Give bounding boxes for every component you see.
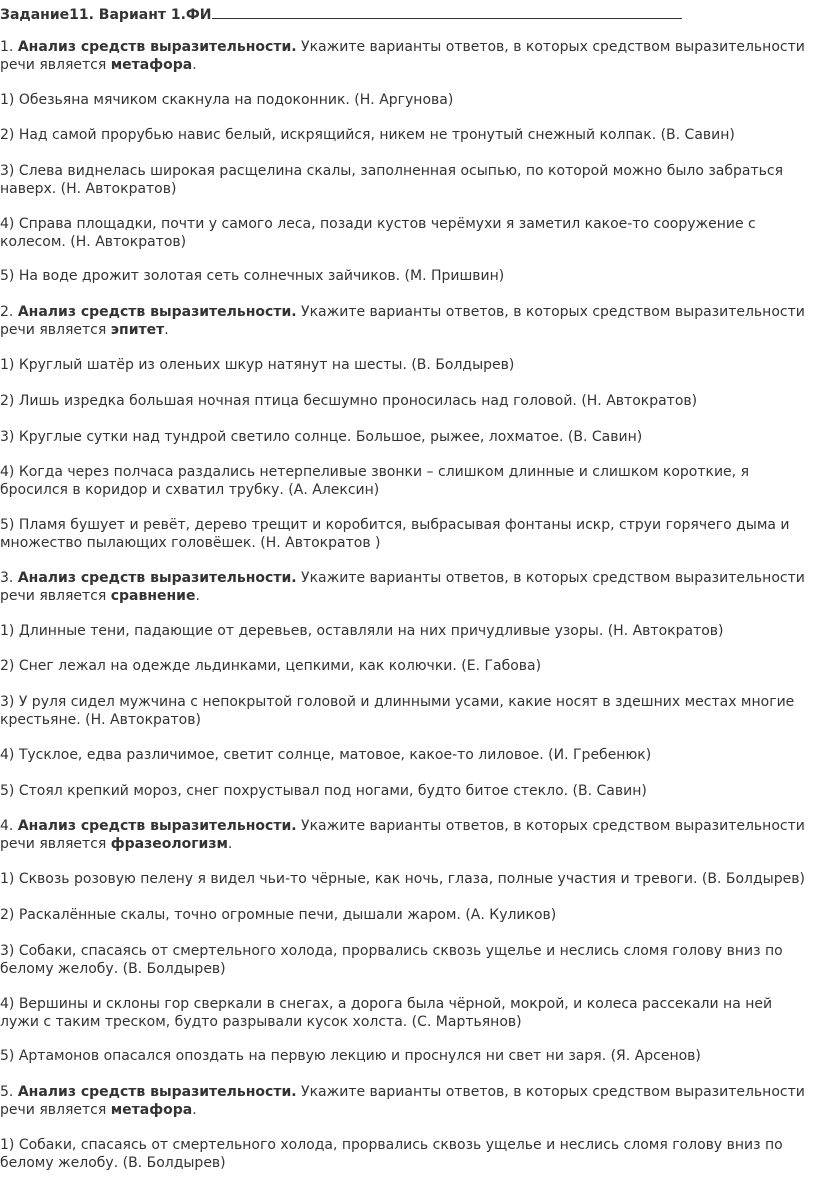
question-4-option-5: 5) Артамонов опасался опоздать на первую лекцию и проснулся ни свет ни заря. (Я. Арсенов) bbox=[0, 1048, 701, 1064]
question-5-option-1: 1) Собаки, спасаясь от смертельного холода, прорвались сквозь ущелье и неслись сломя голову вниз по белому желобу. (В. Болдырев) bbox=[0, 1137, 783, 1171]
question-1-option-1: 1) Обезьяна мячиком скакнула на подоконник. (Н. Аргунова) bbox=[0, 92, 454, 108]
question-term: метафора bbox=[110, 57, 193, 73]
title-text: Задание11. Вариант 1.ФИ bbox=[0, 7, 212, 23]
question-3-option-5: 5) Стоял крепкий мороз, снег похрустывал под ногами, будто битое стекло. (В. Савин) bbox=[0, 783, 647, 799]
question-prompt: Укажите варианты ответов, в которых средством выразительности речи является bbox=[0, 818, 805, 852]
question-prompt: Укажите варианты ответов, в которых средством выразительности речи является bbox=[0, 570, 805, 604]
question-2-option-2: 2) Лишь изредка большая ночная птица бесшумно проносилась над головой. (Н. Автократов) bbox=[0, 393, 698, 409]
question-2-option-3: 3) Круглые сутки над тундрой светило солнце. Большое, рыжее, лохматое. (В. Савин) bbox=[0, 429, 643, 445]
question-4-option-3: 3) Собаки, спасаясь от смертельного холода, прорвались сквозь ущелье и неслись сломя голову вниз по белому желобу. (В. Болдырев) bbox=[0, 943, 783, 977]
question-2-option-4: 4) Когда через полчаса раздались нетерпеливые звонки – слишком длинные и слишком короткие, я бросился в коридор и схватил трубку. (А. Алексин) bbox=[0, 464, 749, 498]
question-3-option-4: 4) Тусклое, едва различимое, светит солнце, матовое, какое-то лиловое. (И. Гребенюк) bbox=[0, 747, 652, 763]
question-heading: Анализ средств выразительности. bbox=[17, 1084, 297, 1100]
question-term: эпитет bbox=[110, 322, 165, 338]
question-heading: Анализ средств выразительности. bbox=[17, 818, 297, 834]
question-3-option-3: 3) У руля сидел мужчина с непокрытой головой и длинными усами, какие носят в здешних местах многие крестьяне. (Н. Автократов) bbox=[0, 694, 795, 728]
question-3-option-1: 1) Длинные тени, падающие от деревьев, оставляли на них причудливые узоры. (Н. Автократов) bbox=[0, 623, 724, 639]
question-prompt: Укажите варианты ответов, в которых средством выразительности речи является bbox=[0, 39, 805, 73]
name-blank-line bbox=[212, 4, 682, 19]
question-4-heading: 4. Анализ средств выразительности. Укажите варианты ответов, в которых средством выразительности речи является фразеологизм. bbox=[0, 818, 805, 852]
question-2-option-5: 5) Пламя бушует и ревёт, дерево трещит и коробится, выбрасывая фонтаны искр, струи горячего дыма и множество пылающих головёшек. (Н. Автократов ) bbox=[0, 517, 790, 551]
question-1-heading: 1. Анализ средств выразительности. Укажите варианты ответов, в которых средством выразительности речи является метафора. bbox=[0, 39, 805, 73]
question-number: 4. bbox=[0, 818, 14, 834]
question-term: сравнение bbox=[110, 588, 196, 604]
question-3-option-2: 2) Снег лежал на одежде льдинками, цепкими, как колючки. (Е. Габова) bbox=[0, 658, 542, 674]
question-1-option-2: 2) Над самой прорубью навис белый, искрящийся, никем не тронутый снежный колпак. (В. Савин) bbox=[0, 127, 735, 143]
question-5-heading: 5. Анализ средств выразительности. Укажите варианты ответов, в которых средством выразительности речи является метафора. bbox=[0, 1084, 805, 1118]
question-number: 1. bbox=[0, 39, 14, 55]
question-4-option-2: 2) Раскалённые скалы, точно огромные печи, дышали жаром. (А. Куликов) bbox=[0, 907, 557, 923]
question-1-option-3: 3) Слева виднелась широкая расщелина скалы, заполненная осыпью, по которой можно было забраться наверх. (Н. Автократов) bbox=[0, 163, 783, 197]
document-title bbox=[0, 4, 682, 24]
question-number: 3. bbox=[0, 570, 14, 586]
question-heading: Анализ средств выразительности. bbox=[17, 304, 297, 320]
question-1-option-5: 5) На воде дрожит золотая сеть солнечных зайчиков. (М. Пришвин) bbox=[0, 268, 505, 284]
question-heading: Анализ средств выразительности. bbox=[17, 39, 297, 55]
question-term: фразеологизм bbox=[110, 836, 228, 852]
question-4-option-4: 4) Вершины и склоны гор сверкали в снегах, а дорога была чёрной, мокрой, и колеса рассекали на ней лужи с таким треском, будто разрывали кусок холста. (С. Мартьянов) bbox=[0, 996, 773, 1030]
question-number: 5. bbox=[0, 1084, 14, 1100]
question-heading: Анализ средств выразительности. bbox=[17, 570, 297, 586]
question-number: 2. bbox=[0, 304, 14, 320]
question-2-option-1: 1) Круглый шатёр из оленьих шкур натянут на шесты. (В. Болдырев) bbox=[0, 357, 515, 373]
question-prompt: Укажите варианты ответов, в которых средством выразительности речи является bbox=[0, 1084, 805, 1118]
question-4-option-1: 1) Сквозь розовую пелену я видел чьи-то чёрные, как ночь, глаза, полные участия и тревоги. (В. Болдырев) bbox=[0, 871, 805, 887]
question-prompt: Укажите варианты ответов, в которых средством выразительности речи является bbox=[0, 304, 805, 338]
question-3-heading: 3. Анализ средств выразительности. Укажите варианты ответов, в которых средством выразительности речи является сравнение. bbox=[0, 570, 805, 604]
question-2-heading: 2. Анализ средств выразительности. Укажите варианты ответов, в которых средством выразительности речи является эпитет. bbox=[0, 304, 805, 338]
question-1-option-4: 4) Справа площадки, почти у самого леса, позади кустов черёмухи я заметил какое-то сооружение с колесом. (Н. Автократов) bbox=[0, 216, 756, 250]
question-term: метафора bbox=[110, 1102, 193, 1118]
